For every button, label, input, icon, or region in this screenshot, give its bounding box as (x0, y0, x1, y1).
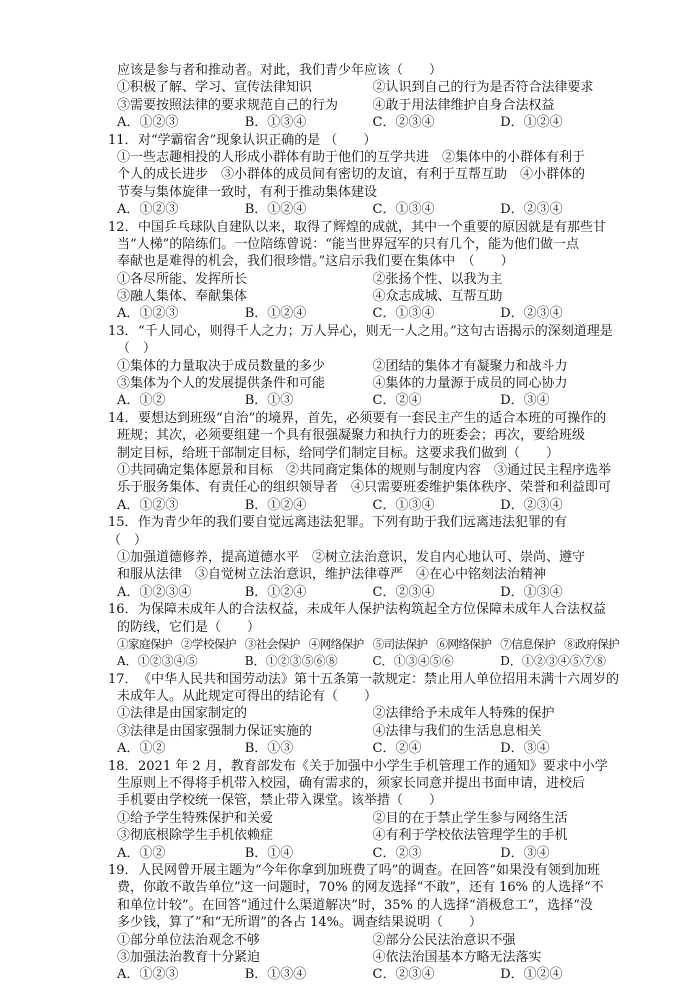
options-row (108, 827, 628, 844)
answer-choice: A．①②③④ (117, 584, 192, 600)
option: ②学校保护 (180, 636, 236, 651)
question-number: 18． (108, 758, 138, 774)
option: ④依法治国基本方略无法落实 (372, 949, 542, 965)
option: ①各尽所能、发挥所长 (117, 271, 248, 287)
answer-choice: A．①②③ (117, 497, 179, 513)
answer-choice: B．①③④ (244, 967, 307, 983)
answer-choice: C．②④ (372, 393, 422, 409)
answer-choice: B．①③ (244, 741, 294, 757)
answer-choice: C．②③ (372, 845, 422, 861)
option: ①给予学生特殊保护和关爱 (117, 810, 274, 826)
question-19-line: 费，你敢不敢告单位”这一问题时，70% 的网友选择“不敢”，还有 16% 的人选择“不 (117, 880, 604, 896)
answer-choice: B．①④ (244, 845, 294, 861)
options-row (108, 271, 628, 288)
question-list (108, 62, 628, 984)
answer-choices (108, 966, 628, 983)
option: ②目的在于禁止学生参与网络生活 (372, 810, 568, 826)
question-18-stem (108, 758, 628, 775)
answer-choice: C．②④ (372, 741, 422, 757)
option: ③集体为个人的发展提供条件和可能 (117, 376, 326, 392)
question-11-stem (108, 132, 628, 149)
question-number: 11． (108, 132, 138, 148)
question-14-line: ①共同确定集体愿景和目标 ②共同商定集体的规则与制度内容 ③通过民主程序选举 (117, 462, 612, 478)
option: ①部分单位法治观念不够 (117, 932, 261, 948)
answer-choices (108, 653, 628, 670)
option: ③法律是由国家强制力保证实施的 (117, 723, 313, 739)
question-17-stem (108, 671, 628, 688)
question-number: 19． (108, 862, 138, 878)
question-13-stem (108, 323, 628, 340)
question-number: 17． (108, 671, 138, 687)
question-10-continuation: 应该是参与者和推动者。对此，我们青少年应该（ ） (117, 63, 443, 78)
answer-choice: D．②③④ (500, 202, 563, 218)
option: ①法律是由国家制定的 (117, 706, 248, 722)
answer-choice: B．①②④ (244, 584, 307, 600)
options-row (108, 358, 628, 375)
options-row (108, 705, 628, 722)
options-row (108, 636, 628, 653)
answer-choice: A．①②③④⑤ (117, 654, 198, 669)
question-number: 15． (108, 515, 138, 531)
question-12-stem (108, 219, 628, 236)
option: ③社会保护 (244, 636, 300, 651)
option: ⑥网络保护 (436, 636, 492, 651)
answer-choice: B．①②③⑤⑥⑧ (244, 654, 338, 669)
question-16-line: 的防线，它们是（ ） (117, 619, 261, 635)
question-text: “千人同心，则得千人之力；万人异心，则无一人之用。”这句古语揭示的深刻道理是 (138, 323, 613, 339)
question-13-line: （ ） (117, 341, 157, 357)
question-text: 中国乒乓球队自建队以来，取得了辉煌的成就，其中一个重要的原因就是有那些甘 (138, 219, 607, 235)
question-12-line: 当“人梯”的陪练们。一位陪练曾说：“能当世界冠军的只有几个，能为他们做一点 (117, 236, 579, 252)
question-18-line: 手机要由学校统一保管，禁止带入课堂。该举措（ ） (117, 793, 443, 809)
question-text: 对“学霸宿舍”现象认识正确的是 （ ） (138, 132, 377, 148)
answer-choices (108, 201, 628, 218)
options-row (108, 949, 628, 966)
question-12-line: 奉献也是难得的机会，我们很珍惜。”这启示我们要在集体中 （ ） (117, 254, 514, 270)
option: ③彻底根除学生手机依赖症 (117, 828, 274, 844)
question-14-stem (108, 410, 628, 427)
option: ③融人集体、奉献集体 (117, 289, 248, 305)
answer-choices (108, 114, 628, 131)
options-row (108, 288, 628, 305)
question-15-line: 和服从法律 ③自觉树立法治意识，维护法律尊严 ④在心中铭刻法治精神 (117, 567, 547, 583)
answer-choices (108, 740, 628, 757)
options-row (108, 79, 628, 96)
answer-choice: D．②③④ (500, 497, 563, 513)
answer-choice: A．①② (117, 393, 166, 409)
question-11-line: ①一些志趣相投的人形成小群体有助于他们的互学共进 ②集体中的小群体有利于 (117, 149, 586, 165)
option: ①家庭保护 (117, 636, 172, 651)
question-text: 为保障未成年人的合法权益，未成年人保护法构筑起全方位保障未成年人合法权益 (138, 602, 607, 618)
question-number: 13． (108, 323, 138, 339)
options-row (108, 723, 628, 740)
answer-choice: D．①②③④⑤⑦⑧ (500, 654, 606, 669)
answer-choice: B．①②④ (244, 497, 307, 513)
option: ①集体的力量取决于成员数量的多少 (117, 358, 326, 374)
option: ②团结的集体才有凝聚力和战斗力 (372, 358, 568, 374)
option: ④众志成城、互帮互助 (372, 289, 503, 305)
question-14-line: 制定目标，给班干部制定目标，给同学们制定目标。这要求我们做到（ ） (117, 445, 560, 461)
options-row (108, 932, 628, 949)
options-row (108, 810, 628, 827)
question-text: 2021 年 2 月，教育部发布《关于加强中小学生手机管理工作的通知》要求中小学 (138, 758, 608, 774)
answer-choice: C．②③④ (372, 967, 435, 983)
answer-choice: A．①②③ (117, 202, 179, 218)
question-number: 12． (108, 219, 138, 235)
answer-choice: C．①③④ (372, 497, 435, 513)
option: ⑧政府保护 (564, 636, 620, 651)
answer-choices (108, 845, 628, 862)
question-16-stem (108, 601, 628, 618)
answer-choice: A．①② (117, 845, 166, 861)
option: ②张扬个性、以我为主 (372, 271, 503, 287)
option: ④网络保护 (308, 636, 364, 651)
answer-choice: D．①③④ (500, 584, 563, 600)
question-15-stem (108, 514, 628, 531)
answer-choice: D．①②④ (500, 115, 563, 131)
answer-choice: A．①②③ (117, 967, 179, 983)
answer-choices (108, 584, 628, 601)
answer-choice: C．①③④ (372, 202, 435, 218)
question-15-line: （ ） (108, 532, 148, 548)
question-11-line: 个人的成长进步 ③小群体的成员间有密切的友谊，有利于互帮互助 ④小群体的 (117, 167, 586, 183)
answer-choice: D．③④ (500, 845, 550, 861)
answer-choice: D．③④ (500, 741, 550, 757)
question-11-line: 节奏与集体旋律一致时，有利于推动集体建设 (117, 184, 378, 200)
question-14-line: 乐于服务集体、有责任心的组织领导者 ④只需要班委维护集体秩序、荣誉和利益即可 (117, 480, 612, 496)
question-18-line: 生原则上不得将手机带入校园，确有需求的，须家长同意并提出书面申请，进校后 (117, 776, 586, 792)
option: ⑦信息保护 (500, 636, 556, 651)
option: ②认识到自己的行为是否符合法律要求 (372, 80, 594, 96)
options-row (108, 97, 628, 114)
answer-choice: B．①②④ (244, 202, 307, 218)
answer-choices (108, 305, 628, 322)
answer-choices (108, 497, 628, 514)
answer-choice: B．①③ (244, 393, 294, 409)
option: ④有利于学校依法管理学生的手机 (372, 828, 568, 844)
answer-choice: C．②③④ (372, 115, 435, 131)
option: ⑤司法保护 (372, 636, 428, 651)
option: ①积极了解、学习、宣传法律知识 (117, 80, 313, 96)
answer-choice: D．③④ (500, 393, 550, 409)
question-19-line: 和单位计较”。在回答“通过什么渠道解决”时，35% 的人选择“消极怠工”，选择“没 (117, 897, 593, 913)
answer-choice: D．②③④ (500, 306, 563, 322)
option: ②部分公民法治意识不强 (372, 932, 516, 948)
question-15-line: ①加强道德修养，提高道德水平 ②树立法治意识，发自内心地认可、崇尚、遵守 (117, 549, 586, 565)
answer-choice: C．②③④ (372, 584, 435, 600)
answer-choice: A．①②③ (117, 115, 179, 131)
question-14-line: 班规；其次，必须要组建一个具有很强凝聚力和执行力的班委会；再次，要给班级 (117, 428, 586, 444)
answer-choice: C．①③④⑤⑥ (372, 654, 454, 669)
question-17-line: 未成年人。从此规定可得出的结论有（ ） (117, 689, 378, 705)
option: ④集体的力量源于成员的同心协力 (372, 376, 568, 392)
question-text: 《中华人民共和国劳动法》第十五条第一款规定：禁止用人单位招用未满十六周岁的 (138, 671, 620, 687)
answer-choice: A．①② (117, 741, 166, 757)
option: ③加强法治教育十分紧迫 (117, 949, 261, 965)
question-text: 人民网曾开展主题为“今年你拿到加班费了吗”的调查。在回答“如果没有领到加班 (138, 862, 600, 878)
question-19-line: 多少钱，算了”和“无所谓”的各占 14%。调查结果说明（ ） (117, 915, 482, 931)
options-row (108, 375, 628, 392)
question-19-stem (108, 862, 628, 879)
question-text: 要想达到班级“自治”的境界，首先，必须要有一套民主产生的适合本班的可操作的 (138, 410, 607, 426)
question-number: 16． (108, 602, 138, 618)
question-number: 14． (108, 410, 138, 426)
answer-choice: D．①②④ (500, 967, 563, 983)
option: ④法律与我们的生活息息相关 (372, 723, 542, 739)
question-text: 作为青少年的我们要自觉远离违法犯罪。下列有助于我们远离违法犯罪的有 (138, 515, 568, 531)
answer-choice: B．①③④ (244, 115, 307, 131)
option: ③需要按照法律的要求规范自己的行为 (117, 97, 339, 113)
option: ②法律给予未成年人特殊的保护 (372, 706, 555, 722)
answer-choice: B．①②④ (244, 306, 307, 322)
answer-choice: A．①②③ (117, 306, 179, 322)
option: ④敢于用法律维护自身合法权益 (372, 97, 555, 113)
answer-choices (108, 392, 628, 409)
answer-choice: C．①③④ (372, 306, 435, 322)
